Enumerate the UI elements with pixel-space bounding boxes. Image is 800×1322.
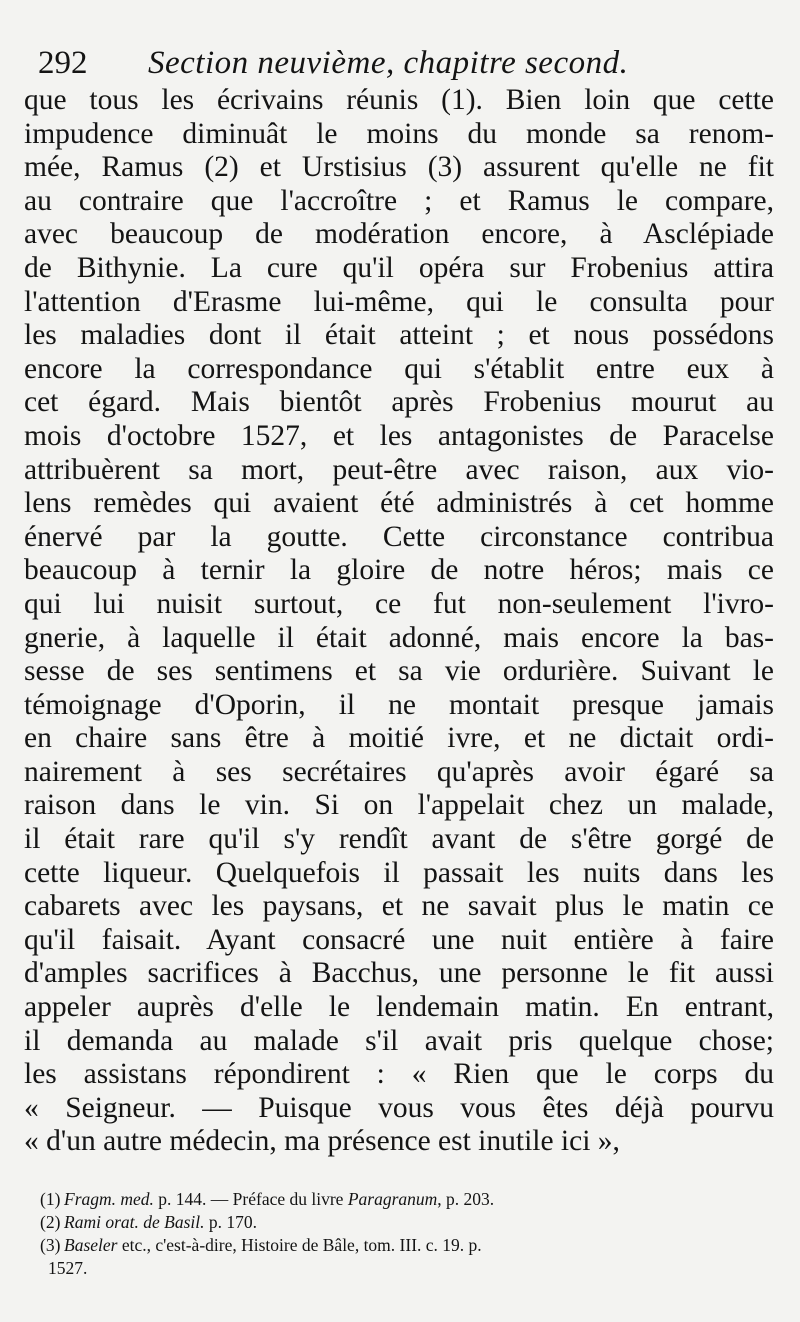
footnote-text: Rami orat. de Basil. p. 170. — [64, 1212, 257, 1232]
text-line: gnerie, à laquelle il était adonné, mais encore la bas- — [24, 621, 774, 654]
text-line: l'attention d'Erasme lui-même, qui le consulta pour — [24, 285, 774, 318]
text-line: les maladies dont il était atteint ; et nous possédons — [24, 319, 774, 352]
text-line: nairement à ses secrétaires qu'après avoir égaré sa — [24, 755, 774, 788]
text-line: que tous les écrivains réunis (1). Bien loin que cette — [24, 84, 774, 116]
text-line: il demanda au malade s'il avait pris quelque chose; — [24, 1024, 774, 1057]
text-line: « Seigneur. — Puisque vous vous êtes déjà pourvu — [24, 1091, 774, 1124]
footnotes — [40, 1188, 780, 1280]
text-line: de Bithynie. La cure qu'il opéra sur Frobenius attira — [24, 251, 774, 284]
text-line: raison dans le vin. Si on l'appelait chez un malade, — [24, 789, 774, 822]
body-text — [24, 84, 774, 1159]
text-line: impudence diminuât le moins du monde sa renom- — [24, 117, 774, 150]
text-line: appeler auprès d'elle le lendemain matin. En entrant, — [24, 991, 774, 1024]
footnote-text: Baseler etc., c'est-à-dire, Histoire de Bâle, tom. III. c. 19. p. — [64, 1235, 482, 1255]
footnote — [40, 1211, 780, 1234]
page-header — [38, 38, 778, 88]
footnote — [40, 1257, 780, 1280]
text-line: cet égard. Mais bientôt après Frobenius mourut au — [24, 386, 774, 419]
text-line: « d'un autre médecin, ma présence est inutile ici », — [24, 1125, 620, 1158]
text-line: avec beaucoup de modération encore, à Asclépiade — [24, 218, 774, 251]
text-line: les assistans répondirent : « Rien que le corps du — [24, 1058, 774, 1091]
footnote-text: Fragm. med. p. 144. — Préface du livre Paragranum, p. 203. — [64, 1189, 495, 1209]
text-line: d'amples sacrifices à Bacchus, une personne le fit aussi — [24, 957, 774, 990]
text-line: cabarets avec les paysans, et ne savait plus le matin ce — [24, 890, 774, 923]
text-line: cette liqueur. Quelquefois il passait les nuits dans les — [24, 856, 774, 889]
text-line: témoignage d'Oporin, il ne montait presque jamais — [24, 688, 774, 721]
text-line: encore la correspondance qui s'établit entre eux à — [24, 352, 774, 385]
text-line: en chaire sans être à moitié ivre, et ne dictait ordi- — [24, 722, 774, 755]
text-line: attribuèrent sa mort, peut-être avec raison, aux vio- — [24, 453, 774, 486]
text-line: lens remèdes qui avaient été administrés à cet homme — [24, 487, 774, 520]
running-head: Section neuvième, chapitre second. — [148, 45, 629, 81]
footnote-mark: (2) — [40, 1212, 61, 1232]
text-line: sesse de ses sentimens et sa vie ordurière. Suivant le — [24, 655, 774, 688]
footnote-text: 1527. — [48, 1258, 88, 1278]
text-line: énervé par la goutte. Cette circonstance contribua — [24, 520, 774, 553]
footnote — [40, 1234, 780, 1257]
text-line: beaucoup à ternir la gloire de notre héros; mais ce — [24, 554, 774, 587]
text-line: il était rare qu'il s'y rendît avant de s'être gorgé de — [24, 823, 774, 856]
text-line: qui lui nuisit surtout, ce fut non-seulement l'ivro- — [24, 587, 774, 620]
footnote-mark: (3) — [40, 1235, 61, 1255]
page-number: 292 — [38, 45, 88, 81]
text-line: mois d'octobre 1527, et les antagonistes de Paracelse — [24, 419, 774, 452]
text-line: qu'il faisait. Ayant consacré une nuit entière à faire — [24, 923, 774, 956]
text-line: au contraire que l'accroître ; et Ramus le compare, — [24, 184, 774, 217]
footnote — [40, 1188, 780, 1211]
text-line: mée, Ramus (2) et Urstisius (3) assurent qu'elle ne fit — [24, 151, 774, 184]
footnote-mark: (1) — [40, 1189, 61, 1209]
